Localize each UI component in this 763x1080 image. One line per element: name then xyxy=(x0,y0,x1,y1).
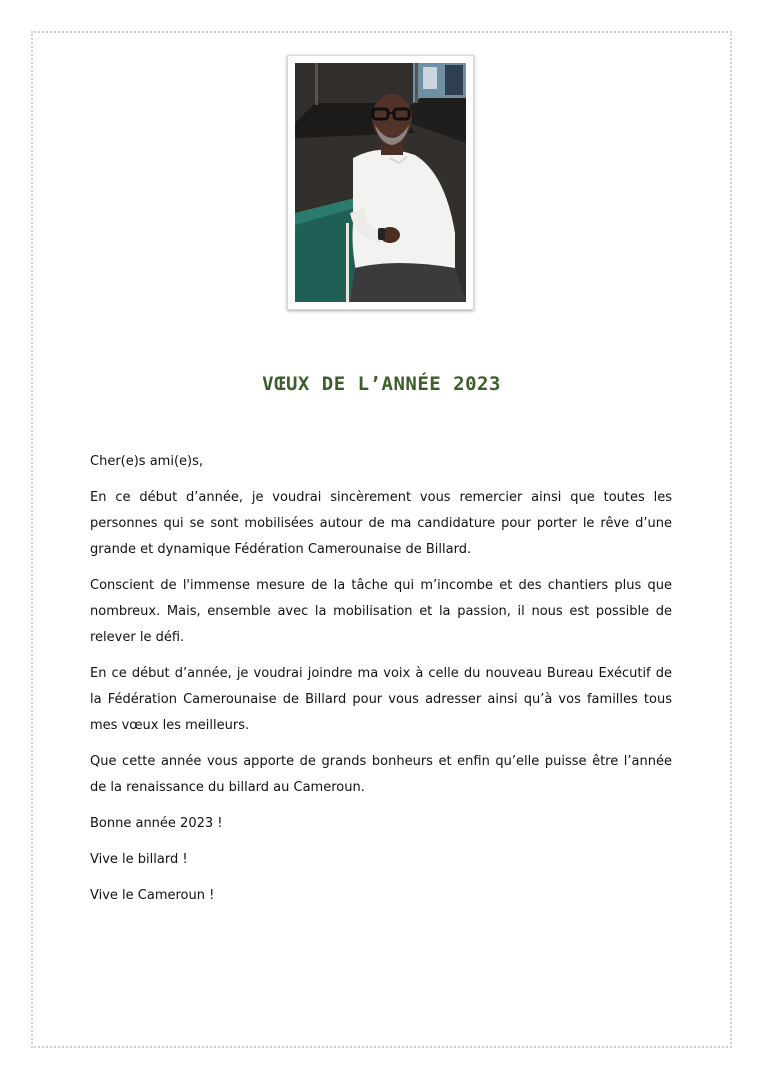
portrait-photo xyxy=(295,63,466,302)
paragraph-2: Conscient de l'immense mesure de la tâche qui m’incombe et des chantiers plus que nombreux. Mais, ensemble avec la mobilisation et la passion, il nous est possible de relever le défi. xyxy=(90,578,672,645)
closing-1: Bonne année 2023 ! xyxy=(90,816,223,831)
paragraph-4: Que cette année vous apporte de grands bonheurs et enfin qu’elle puisse être l’année de la renaissance du billard au Cameroun. xyxy=(90,754,672,795)
greeting: Cher(e)s ami(e)s, xyxy=(90,454,203,469)
portrait-photo-frame xyxy=(287,55,474,310)
closing-2: Vive le billard ! xyxy=(90,852,188,867)
document-title: VŒUX DE L’ANNÉE 2023 xyxy=(262,373,501,395)
paragraph-1: En ce début d’année, je voudrai sincèrement vous remercier ainsi que toutes les personnes qui se sont mobilisées autour de ma candidature pour porter le rêve d’une grande et dynamique Fédération Camerounaise de Billard. xyxy=(90,490,672,557)
letter-body xyxy=(90,449,672,919)
closing-3: Vive le Cameroun ! xyxy=(90,888,215,903)
paragraph-3: En ce début d’année, je voudrai joindre ma voix à celle du nouveau Bureau Exécutif de la Fédération Camerounaise de Billard pour vous adresser ainsi qu’à vos familles tous mes vœux les meilleurs. xyxy=(90,666,672,733)
